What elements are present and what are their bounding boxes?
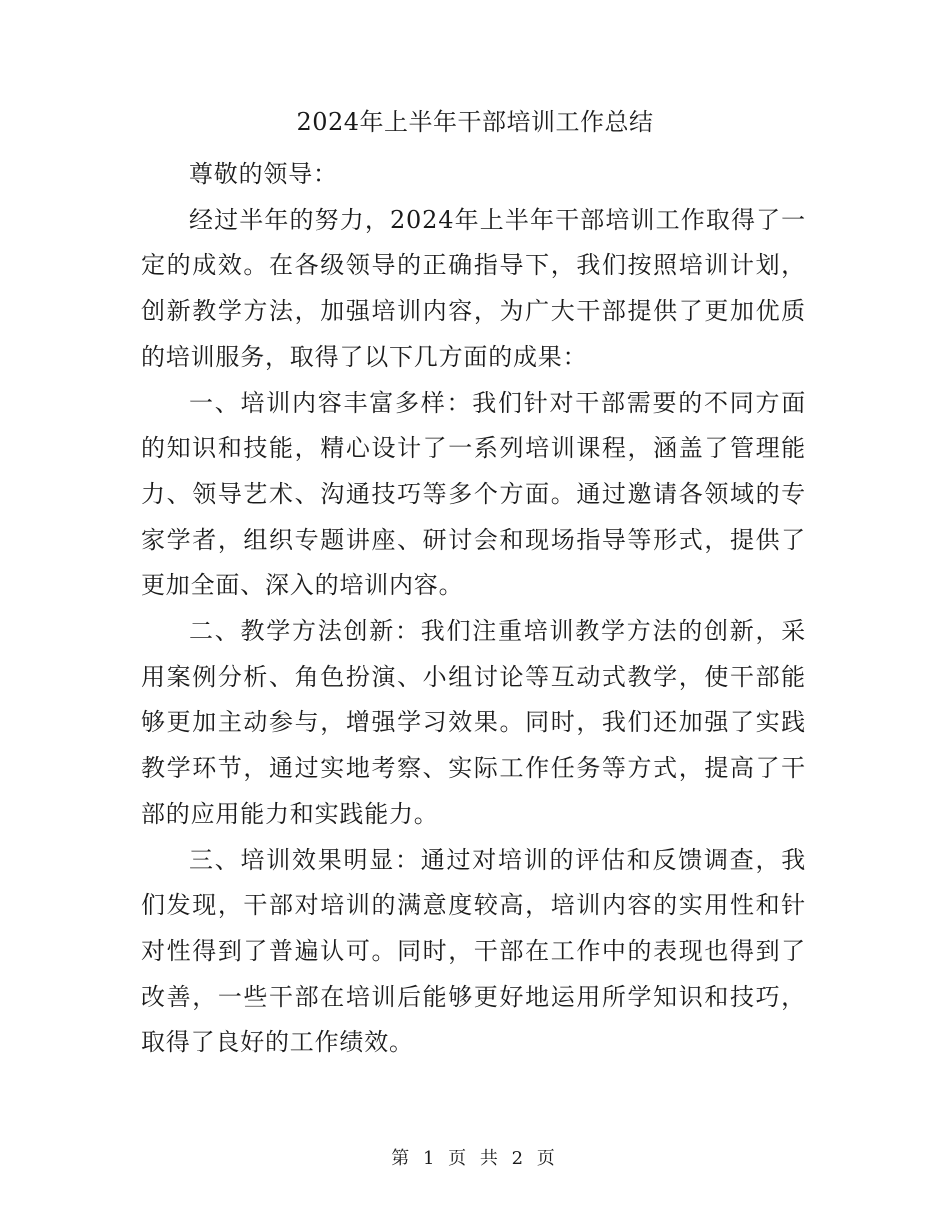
page-number-footer: 第 1 页 共 2 页: [391, 1148, 559, 1169]
document-body: [141, 152, 806, 1066]
paragraph-teaching-innovation: 二、教学方法创新：我们注重培训教学方法的创新，采用案例分析、角色扮演、小组讨论等互动式教学，使干部能够更加主动参与，增强学习效果。同时，我们还加强了实践教学环节，通过实地考察、实际工作任务等方式，提高了干部的应用能力和实践能力。: [141, 617, 806, 828]
paragraph-training-effect: 三、培训效果明显：通过对培训的评估和反馈调查，我们发现，干部对培训的满意度较高，培训内容的实用性和针对性得到了普遍认可。同时，干部在工作中的表现也得到了改善，一些干部在培训后能够更好地运用所学知识和技巧，取得了良好的工作绩效。: [141, 845, 806, 1057]
salutation: 尊敬的领导：: [189, 160, 338, 188]
intro-paragraph: 经过半年的努力，2024年上半年干部培训工作取得了一定的成效。在各级领导的正确指导下，我们按照培训计划，创新教学方法，加强培训内容，为广大干部提供了更加优质的培训服务，取得了以下几方面的成果：: [141, 205, 806, 371]
paragraph-content-diversity: 一、培训内容丰富多样：我们针对干部需要的不同方面的知识和技能，精心设计了一系列培训课程，涵盖了管理能力、领导艺术、沟通技巧等多个方面。通过邀请各领域的专家学者，组织专题讲座、研讨会和现场指导等形式，提供了更加全面、深入的培训内容。: [141, 388, 806, 600]
document-title: 2024年上半年干部培训工作总结: [296, 108, 654, 136]
